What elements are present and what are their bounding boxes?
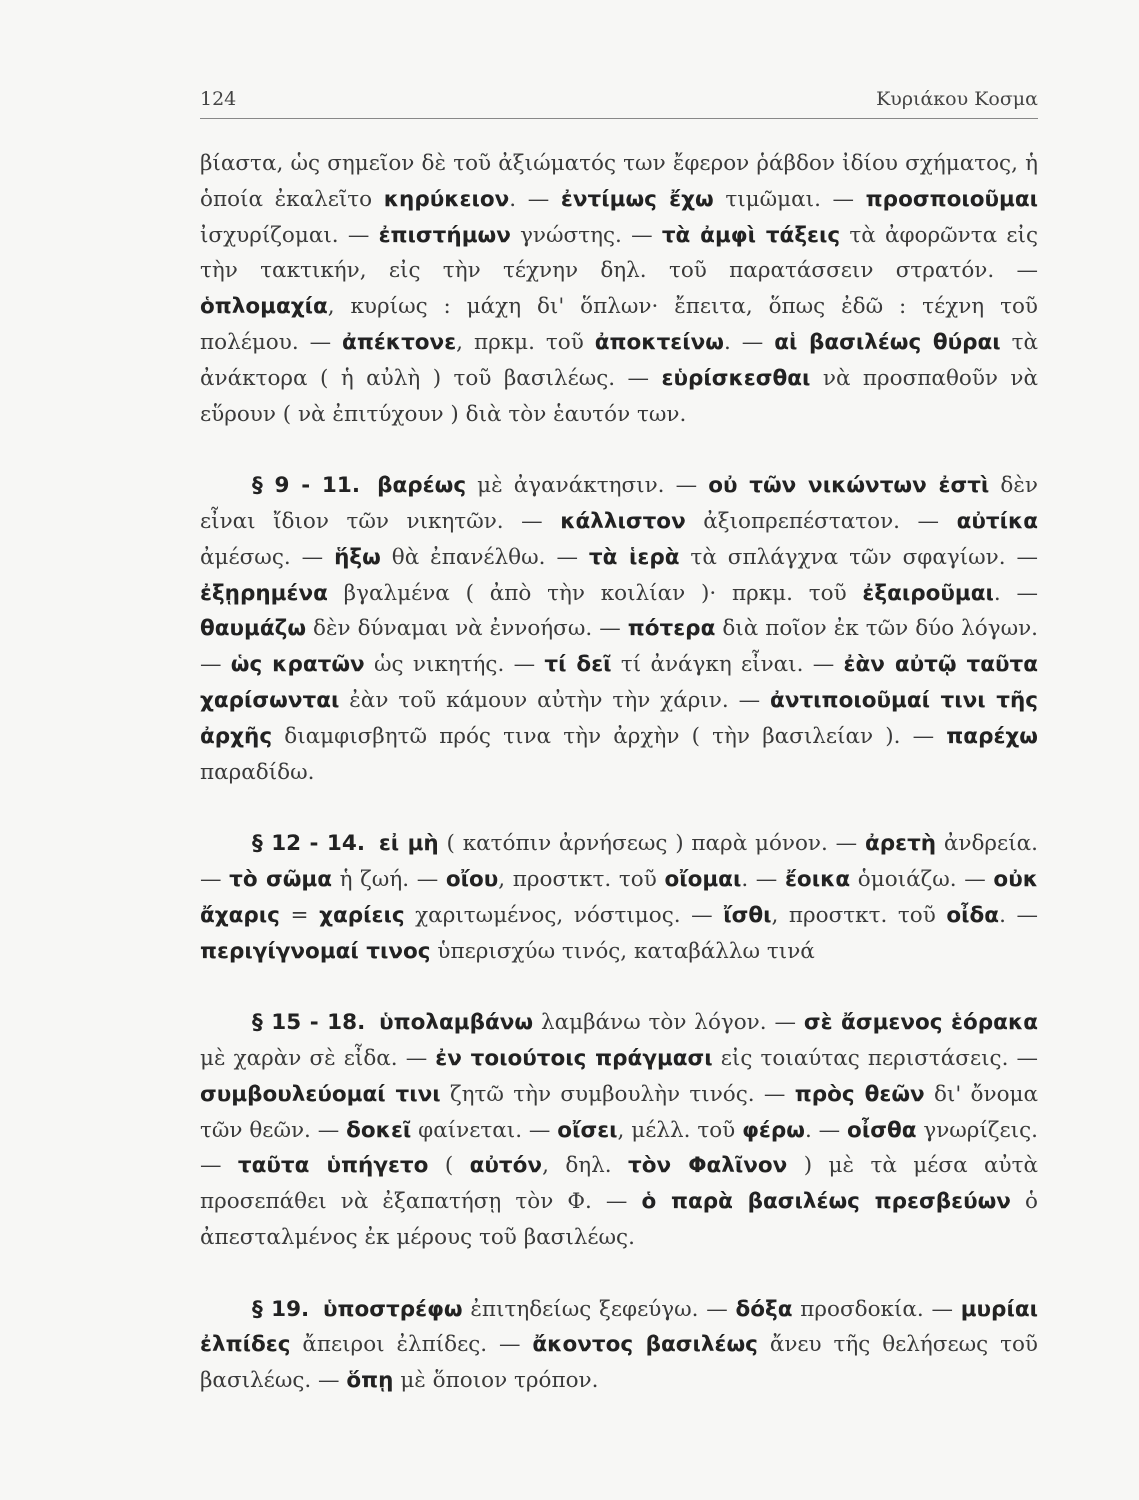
glossary-definition: ἡ ζωή. — [331,866,446,892]
glossary-definition [366,473,377,498]
glossary-definition: ἰσχυρίζομαι. — [200,222,379,248]
section-reference: § 12 - 14. [252,831,366,857]
glossary-term: ἐὰν αὐτῷ ταῦτα χαρίσωνται [200,652,1038,713]
page-number: 124 [200,88,237,110]
glossary-term: τί δεῖ [544,652,612,678]
running-title: Κυριάκου Κοσμα [876,88,1038,110]
glossary-definition: ὁ ἀπεσταλμένος ἐκ μέρους τοῦ βασιλέως. [200,1189,1038,1250]
glossary-paragraph [200,468,1038,790]
glossary-term: κάλλιστον [560,508,686,534]
glossary-definition: ἀνδρεία. — [200,831,1038,892]
glossary-term: μυρίαι ἐλπίδες [200,1296,1038,1358]
glossary-term: ἐξῃρημένα [200,580,328,606]
glossary-term: ἀποκτείνω [594,329,724,355]
glossary-definition: διαμφισβητῶ πρός τινα τὴν ἀρχὴν ( τὴν βασιλείαν ). — [272,723,947,749]
glossary-term: ἀπέκτονε [342,329,457,355]
glossary-definition: . — [804,1117,848,1143]
glossary-paragraph [200,826,1038,969]
glossary-definition: τὰ σπλάγχνα τῶν σφαγίων. — [679,544,1038,570]
glossary-definition: διὰ ποῖον ἐκ τῶν δύο λόγων. — [200,616,1039,678]
glossary-term: ἥξω [334,544,381,570]
glossary-definition: ) μὲ τὰ μέσα αὐτὰ προσεπάθει νὰ ἐξαπατήσῃ τὸν Φ. — [200,1153,1038,1215]
glossary-paragraph [200,1292,1038,1399]
glossary-definition: τὰ ἀνάκτορα ( ἡ αὐλὴ ) τοῦ βασιλέως. — [200,329,1039,391]
glossary-paragraph [200,1005,1038,1256]
glossary-definition: γνωρίζεις. — [200,1117,1038,1179]
glossary-definition: ἄπειροι ἐλπίδες. — [290,1332,533,1358]
glossary-term: οἴου [445,866,499,892]
glossary-term: σὲ ἄσμενος ἑόρακα [803,1010,1038,1036]
glossary-definition [371,831,379,856]
glossary-definition: νὰ προσπαθοῦν νὰ εὕρουν ( νὰ ἐπιτύχουν ) διὰ τὸν ἑαυτόν των. [200,365,1039,427]
glossary-definition: προσδοκία. — [792,1296,961,1322]
glossary-term: ἐν τοιούτοις πράγμασι [435,1045,713,1071]
glossary-term: αὐτόν [469,1153,543,1179]
glossary-term: εἰ μὴ [378,831,439,857]
glossary-definition: ὑπερισχύω τινός, καταβάλλω τινά [430,938,815,964]
glossary-definition: θὰ ἐπανέλθω. — [380,544,589,570]
glossary-definition: δὲν δύναμαι νὰ ἐννοήσω. — [306,616,628,642]
glossary-definition: ὡς νικητής. — [364,652,545,678]
glossary-paragraph [200,146,1038,432]
glossary-term: παρέχω [946,723,1038,749]
glossary-term: αὐτίκα [956,508,1038,534]
section-reference: § 9 - 11. [252,473,360,499]
glossary-definition: μὲ ἀγανάκτησιν. — [466,473,709,499]
glossary-body [200,146,1038,1435]
glossary-term: ἴσθι [723,902,772,928]
glossary-definition: ἀξιοπρεπέστατον. — [685,508,957,534]
glossary-definition: ἐὰν τοῦ κάμουν αὐτὴν τὴν χάριν. — [339,687,771,713]
glossary-term: ταῦτα ὑπήγετο [237,1153,429,1179]
glossary-term: δόξα [735,1296,793,1322]
glossary-term: οἶσθα [847,1117,917,1143]
glossary-definition: φαίνεται. — [411,1117,558,1143]
glossary-definition: παραδίδω. [200,759,315,785]
glossary-definition: ζητῶ τὴν συμβουλὴν τινός. — [440,1081,795,1107]
glossary-definition: , κυρίως : μάχη δι' ὅπλων· ἔπειτα, ὅπως ἐδῶ : τέχνη τοῦ πολέμου. — [200,294,1038,355]
glossary-term: περιγίγνομαί τινος [200,938,431,964]
glossary-definition: . — [993,580,1038,606]
glossary-definition [371,1010,379,1035]
glossary-term: κηρύκειον [383,186,510,212]
glossary-term: ὁπλομαχία [200,294,328,320]
glossary-term: ἀντιποιοῦμαί τινι τῆς ἀρχῆς [200,687,1038,749]
glossary-definition: , προστκτ. τοῦ [771,902,947,928]
glossary-definition: δὲν εἶναι ἴδιον τῶν νικητῶν. — [200,473,1038,534]
glossary-term: ἐντίμως ἔχω [560,186,714,212]
glossary-definition: ( κατόπιν ἀρνήσεως ) παρὰ μόνον. — [438,831,865,857]
glossary-definition: γνώστης. — [510,222,662,248]
glossary-definition: βγαλμένα ( ἀπὸ τὴν κοιλίαν )· πρκμ. τοῦ [327,580,863,606]
glossary-definition: τιμῶμαι. — [713,186,866,212]
glossary-definition: . — [723,329,775,355]
glossary-definition: . — [741,866,785,892]
glossary-definition: χαριτωμένος, νόστιμος. — [404,902,724,928]
glossary-definition: , πρκμ. τοῦ [456,329,595,355]
glossary-definition: μὲ χαρὰν σὲ εἶδα. — [200,1045,436,1071]
glossary-definition: ἐπιτηδείως ξεφεύγω. — [462,1296,736,1322]
glossary-definition: τὰ ἀφορῶντα εἰς τὴν τακτικήν, εἰς τὴν τέχνην δηλ. τοῦ παρατάσσειν στρατόν. — [200,222,1038,284]
glossary-term: πρὸς θεῶν [794,1081,925,1107]
glossary-term: αἱ βασιλέως θύραι [774,329,1001,355]
section-reference: § 15 - 18. [252,1010,366,1036]
glossary-definition: = [279,902,320,928]
glossary-term: τὰ ἀμφὶ τάξεις [661,222,841,248]
glossary-term: φέρω [742,1117,805,1143]
glossary-term: εὑρίσκεσθαι [661,365,811,391]
glossary-definition: εἰς τοιαύτας περιστάσεις. — [712,1045,1038,1071]
glossary-definition: μὲ ὅποιον τρόπον. [393,1368,599,1394]
glossary-definition: δι' ὄνομα τῶν θεῶν. — [200,1081,1039,1143]
glossary-term: ἔοικα [784,866,851,892]
glossary-term: ὁ παρὰ βασιλέως πρεσβεύων [641,1189,1011,1215]
glossary-definition: , προστκτ. τοῦ [498,866,665,892]
glossary-term: βαρέως [377,473,467,499]
glossary-term: συμβουλεύομαί τινι [200,1081,441,1107]
glossary-term: ἀρετὴ [864,831,937,857]
glossary-definition: ὁμοιάζω. — [850,866,994,892]
glossary-term: ὑπολαμβάνω [379,1010,534,1036]
glossary-term: οὐ τῶν νικώντων ἐστὶ [708,473,990,499]
glossary-term: ἐξαιροῦμαι [862,580,994,606]
glossary-definition: . — [999,902,1038,928]
glossary-term: ἄκοντος βασιλέως [532,1332,758,1358]
glossary-definition: λαμβάνω τὸν λόγον. — [533,1010,804,1036]
glossary-definition: τί ἀνάγκη εἶναι. — [611,652,844,678]
glossary-definition: , μέλλ. τοῦ [617,1117,743,1143]
glossary-term: οὐκ ἄχαρις [200,866,1038,928]
glossary-term: τὸν Φαλῖνον [628,1153,788,1179]
section-reference: § 19. [252,1296,310,1322]
glossary-term: τὸ σῶμα [229,866,332,892]
glossary-definition [315,1297,323,1322]
glossary-term: ἐπιστήμων [378,222,511,248]
glossary-definition: . — [509,186,561,212]
page-header [200,88,1038,119]
glossary-term: τὰ ἱερὰ [588,544,680,570]
glossary-definition: βίαστα, ὡς σημεῖον δὲ τοῦ ἀξιώματός των ἔφερον ῥάβδον ἰδίου σχήματος, ἡ ὁποία ἐκαλεῖτο [200,151,1038,212]
glossary-definition: ἀμέσως. — [200,544,335,570]
glossary-term: οἴομαι [664,866,742,892]
glossary-definition: , δηλ. [542,1153,629,1179]
glossary-term: ὅπῃ [346,1368,394,1394]
glossary-term: ὑποστρέφω [322,1296,463,1322]
glossary-term: χαρίεις [319,902,405,928]
glossary-term: δοκεῖ [346,1117,412,1143]
glossary-term: προσποιοῦμαι [865,186,1038,212]
glossary-term: οἴσει [557,1117,618,1143]
glossary-definition: ἄνευ τῆς θελήσεως τοῦ βασιλέως. — [200,1332,1038,1394]
glossary-term: πότερα [627,616,716,642]
glossary-definition: ( [428,1153,470,1179]
glossary-term: οἶδα [946,902,1000,928]
glossary-term: ὡς κρατῶν [230,652,365,678]
glossary-term: θαυμάζω [200,616,307,642]
